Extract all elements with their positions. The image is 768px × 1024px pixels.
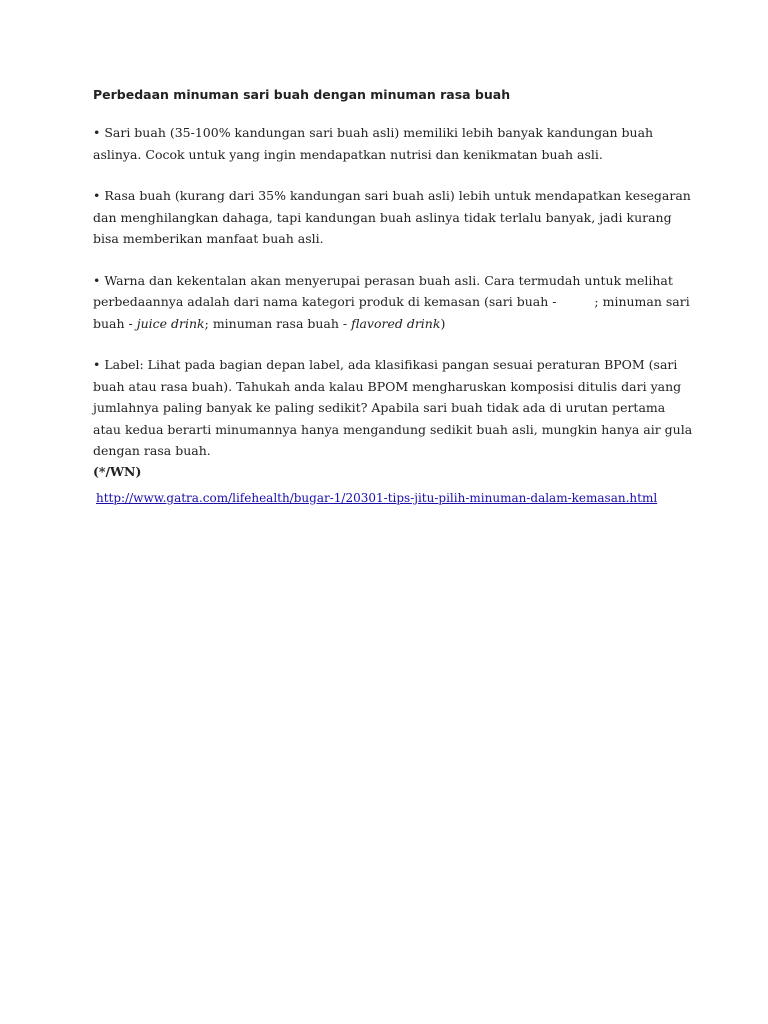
document-title: Perbedaan minuman sari buah dengan minuman rasa buah	[93, 87, 511, 102]
paragraph-sari-buah: • Sari buah (35-100% kandungan sari buah asli) memiliki lebih banyak kandungan buah aslinya. Cocok untuk yang ingin mendapatkan nutrisi dan kenikmatan buah asli.	[93, 125, 654, 162]
paragraph-text: • Warna dan kekentalan akan menyerupai perasan buah asli. Cara termudah untuk melihat perbedaannya adalah dari nama kategori produk di kemasan (sari buah -	[93, 272, 673, 309]
document-body	[93, 86, 693, 508]
paragraph-text: ; minuman rasa buah -	[204, 315, 352, 331]
paragraph-label: • Label: Lihat pada bagian depan label, ada klasifikasi pangan sesuai peraturan BPOM (sari buah atau rasa buah). Tahukah anda kalau BPOM mengharuskan komposisi ditulis dari yang jumlahnya paling banyak ke paling sedikit? Apabila sari buah tidak ada di urutan pertama atau kedua berarti minumannya hanya mengandung sedikit buah asli, mungkin hanya air gula dengan rasa buah.	[93, 357, 693, 458]
author-signature: (*/WN)	[93, 463, 142, 479]
paragraph-warna-kekentalan	[93, 270, 693, 335]
paragraph-text: ; minuman sari buah -	[93, 294, 690, 331]
paragraph-rasa-buah: • Rasa buah (kurang dari 35% kandungan sari buah asli) lebih untuk mendapatkan kesegaran dan menghilangkan dahaga, tapi kandungan buah aslinya tidak terlalu banyak, jadi kurang bisa memberikan manfaat buah asli.	[93, 188, 691, 246]
italic-term-flavored-drink: flavored drink	[351, 315, 441, 331]
source-link[interactable]: http://www.gatra.com/lifehealth/bugar-1/20301-tips-jitu-pilih-minuman-dalam-kemasan.html	[96, 490, 658, 505]
paragraph-text: )	[440, 315, 446, 331]
italic-term-juice-drink: juice drink	[136, 315, 205, 331]
